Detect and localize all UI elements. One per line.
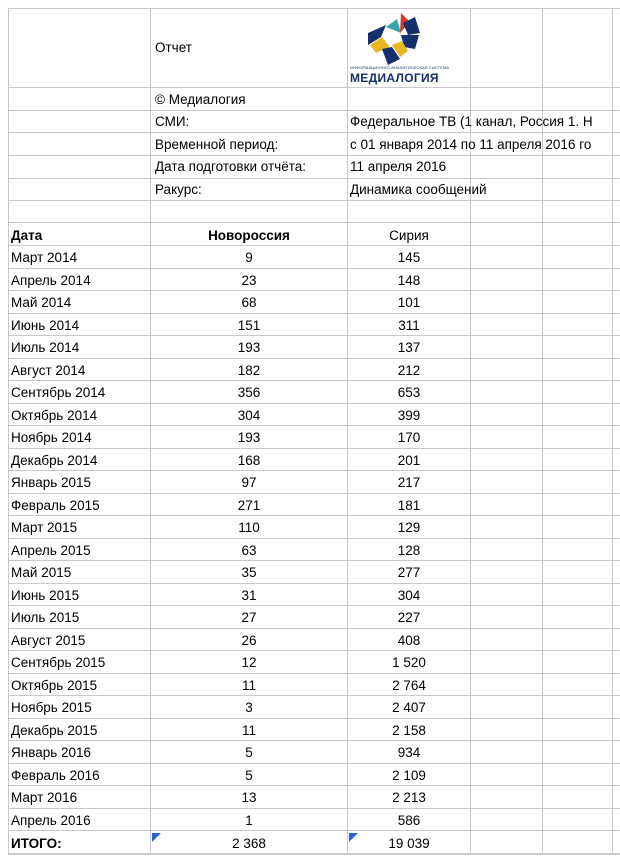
row-date: Август 2015 (11, 633, 86, 648)
grid-row-line (8, 515, 620, 516)
row-novorossiya-count: 35 (241, 565, 257, 580)
row-date: Март 2016 (11, 790, 78, 805)
row-novorossiya-count: 110 (238, 520, 260, 535)
field-value-media: Федеральное ТВ (1 канал, Россия 1. Н (350, 115, 593, 129)
row-novorossiya-count: 1 (245, 813, 253, 828)
logo-small-text: ИНФОРМАЦИОННО-АНАЛИТИЧЕСКАЯ СИСТЕМА (350, 65, 450, 70)
copyright-text: © Медиалогия (155, 92, 246, 107)
row-novorossiya-count: 27 (241, 610, 257, 625)
total-label: ИТОГО: (11, 836, 62, 851)
column-header-date: Дата (11, 228, 43, 243)
row-syria-count: 586 (397, 813, 421, 828)
grid-row-line (8, 854, 620, 855)
grid-row-line (8, 695, 620, 696)
row-novorossiya-count: 193 (237, 430, 261, 445)
grid-column-line (470, 8, 471, 854)
field-label-report-date: Дата подготовки отчёта: (155, 159, 307, 174)
grid-row-line (8, 470, 620, 471)
grid-row-line (8, 785, 620, 786)
grid-row-line (8, 110, 620, 111)
row-syria-count: 217 (397, 475, 421, 490)
row-syria-count: 1 520 (392, 655, 426, 670)
row-date: Апрель 2014 (11, 273, 91, 288)
row-syria-count: 2 213 (392, 790, 426, 805)
row-date: Январь 2016 (11, 745, 92, 760)
grid-row-line (8, 313, 620, 314)
grid-row-line (8, 403, 620, 404)
grid-row-line (8, 493, 620, 494)
row-date: Июль 2014 (11, 340, 80, 355)
row-syria-count: 148 (397, 273, 421, 288)
row-syria-count: 934 (397, 745, 421, 760)
row-syria-count: 2 764 (392, 678, 426, 693)
row-syria-count: 227 (397, 610, 421, 625)
row-novorossiya-count: 12 (241, 655, 257, 670)
row-date: Март 2014 (11, 250, 78, 265)
row-novorossiya-count: 182 (237, 363, 261, 378)
grid-row-line (8, 448, 620, 449)
grid-row-line (8, 290, 620, 291)
row-novorossiya-count: 356 (237, 385, 261, 400)
field-label-period: Временной период: (155, 137, 279, 152)
grid-row-line (8, 628, 620, 629)
grid-row-line (8, 8, 620, 9)
field-value-period: с 01 января 2014 по 11 апреля 2016 го (350, 138, 592, 152)
row-syria-count: 181 (397, 498, 421, 513)
row-syria-count: 408 (397, 633, 421, 648)
row-date: Февраль 2015 (11, 498, 100, 513)
row-date: Май 2014 (11, 295, 72, 310)
field-label-media: СМИ: (155, 114, 190, 129)
grid-row-line (8, 132, 620, 133)
row-date: Ноябрь 2015 (11, 700, 92, 715)
logo-big-text: МЕДИАЛОГИЯ (350, 71, 439, 85)
grid-row-line (8, 178, 620, 179)
row-syria-count: 653 (397, 385, 421, 400)
row-syria-count: 170 (397, 430, 421, 445)
row-novorossiya-count: 5 (245, 768, 253, 783)
row-date: Ноябрь 2014 (11, 430, 92, 445)
grid-column-line (8, 8, 9, 854)
grid-row-line (8, 583, 620, 584)
row-date: Декабрь 2014 (11, 453, 98, 468)
row-syria-count: 2 109 (392, 768, 426, 783)
grid-row-line (8, 740, 620, 741)
grid-row-line (8, 808, 620, 809)
row-syria-count: 304 (397, 588, 421, 603)
row-novorossiya-count: 271 (237, 498, 261, 513)
row-date: Июнь 2014 (11, 318, 80, 333)
grid-row-line (8, 673, 620, 674)
row-date: Апрель 2016 (11, 813, 91, 828)
row-date: Август 2014 (11, 363, 86, 378)
row-date: Сентябрь 2015 (11, 655, 106, 670)
row-novorossiya-count: 11 (241, 678, 256, 693)
field-value-angle: Динамика сообщений (350, 182, 487, 197)
grid-row-line (8, 87, 620, 88)
row-novorossiya-count: 168 (237, 453, 261, 468)
grid-row-line (8, 358, 620, 359)
grid-row-line (8, 605, 620, 606)
row-syria-count: 311 (398, 318, 420, 333)
grid-row-line (8, 560, 620, 561)
row-date: Январь 2015 (11, 475, 92, 490)
row-syria-count: 129 (397, 520, 421, 535)
column-header-novorossiya: Новороссия (208, 228, 290, 243)
column-header-syria: Сирия (389, 228, 429, 243)
row-novorossiya-count: 63 (241, 543, 257, 558)
grid-row-line (8, 268, 620, 269)
grid-column-line (612, 8, 613, 854)
row-novorossiya-count: 31 (241, 588, 257, 603)
row-date: Апрель 2015 (11, 543, 91, 558)
grid-row-line (8, 245, 620, 246)
row-novorossiya-count: 68 (241, 295, 257, 310)
row-syria-count: 201 (397, 453, 421, 468)
row-syria-count: 128 (397, 543, 421, 558)
row-date: Декабрь 2015 (11, 723, 98, 738)
row-syria-count: 277 (397, 565, 421, 580)
grid-row-line (8, 222, 620, 223)
row-syria-count: 2 158 (392, 723, 426, 738)
row-date: Июнь 2015 (11, 588, 80, 603)
row-novorossiya-count: 13 (241, 790, 257, 805)
row-date: Октябрь 2014 (11, 408, 98, 423)
row-novorossiya-count: 9 (245, 250, 253, 265)
row-syria-count: 212 (397, 363, 421, 378)
grid-row-line (8, 425, 620, 426)
grid-row-line (8, 650, 620, 651)
row-novorossiya-count: 11 (241, 723, 256, 738)
total-novorossiya: 2 368 (232, 836, 266, 851)
row-novorossiya-count: 5 (245, 745, 253, 760)
grid-row-line (8, 200, 620, 201)
row-syria-count: 399 (397, 408, 421, 423)
row-date: Октябрь 2015 (11, 678, 98, 693)
row-novorossiya-count: 304 (237, 408, 261, 423)
row-novorossiya-count: 97 (241, 475, 257, 490)
row-date: Сентябрь 2014 (11, 385, 106, 400)
row-syria-count: 101 (397, 295, 421, 310)
row-novorossiya-count: 151 (237, 318, 261, 333)
row-syria-count: 2 407 (392, 700, 426, 715)
grid-row-line (8, 538, 620, 539)
total-syria: 19 039 (388, 836, 430, 851)
row-date: Май 2015 (11, 565, 72, 580)
row-novorossiya-count: 26 (241, 633, 257, 648)
row-novorossiya-count: 3 (245, 700, 253, 715)
field-value-report-date: 11 апреля 2016 (350, 159, 447, 174)
row-date: Июль 2015 (11, 610, 80, 625)
grid-row-line (8, 335, 620, 336)
grid-row-line (8, 830, 620, 831)
row-date: Март 2015 (11, 520, 78, 535)
report-label: Отчет (155, 40, 192, 55)
row-syria-count: 145 (397, 250, 421, 265)
row-syria-count: 137 (397, 340, 421, 355)
row-novorossiya-count: 23 (241, 273, 257, 288)
grid-column-line (542, 8, 543, 854)
row-date: Февраль 2016 (11, 768, 100, 783)
grid-row-line (8, 155, 620, 156)
medialogia-logo (346, 9, 452, 86)
field-label-angle: Ракурс: (155, 182, 202, 197)
row-novorossiya-count: 193 (237, 340, 261, 355)
grid-row-line (8, 380, 620, 381)
grid-row-line (8, 718, 620, 719)
grid-row-line (8, 763, 620, 764)
